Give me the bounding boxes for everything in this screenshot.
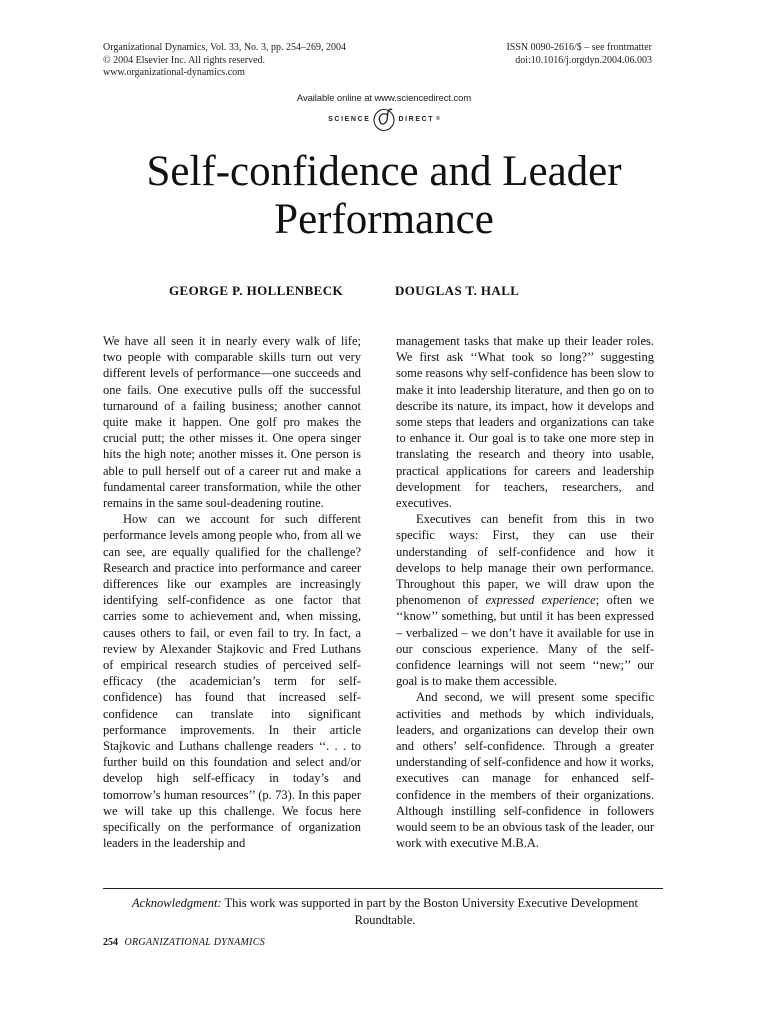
journal-name: ORGANIZATIONAL DYNAMICS bbox=[124, 937, 266, 948]
issn-line: ISSN 0090-2616/$ – see frontmatter bbox=[506, 42, 652, 53]
paragraph-text: Executives can benefit from this in two specific ways: First, they can use their understanding of self-confidence and how it develops to help manage their own performance. Throughout this paper, we will draw upon the phenomenon of bbox=[396, 512, 654, 608]
body-column-left bbox=[103, 333, 361, 852]
paragraph-text: ; often we ‘‘know’’ something, but until it has been expressed – verbalized – we don’t have it available for use in our conscious experience. Many of the self-confidence learnings will not seem ‘‘new;’’ our goal is to make them accessible. bbox=[396, 593, 654, 689]
at-swirl-icon bbox=[372, 106, 396, 132]
page-number: 254 bbox=[103, 937, 118, 948]
author-name: GEORGE P. HOLLENBECK bbox=[169, 283, 344, 298]
body-column-right bbox=[396, 333, 654, 852]
body-paragraph: management tasks that make up their leader roles. We first ask ‘‘What took so long?’’ suggesting some reasons why self-confidence has been slow to make it into leadership literature, and then go on to describe its nature, its impact, how it develops and some steps that leaders and organizations can take to enhance it. Our goal is to take one more step in translating the research and theory into usable, practical applications for careers and leadership development for teachers, researchers, and executives. bbox=[396, 334, 654, 511]
logo-science-text: SCIENCE bbox=[328, 115, 371, 123]
issn-info bbox=[506, 42, 652, 67]
title-line-1: Self-confidence and Leader bbox=[146, 148, 622, 195]
article-title bbox=[0, 148, 768, 244]
body-paragraph bbox=[396, 511, 654, 689]
acknowledgment-text: This work was supported in part by the Boston University Executive Development Roundtable. bbox=[221, 896, 638, 927]
available-online-text: Available online at www.sciencedirect.com bbox=[296, 93, 472, 104]
acknowledgment-label: Acknowledgment: bbox=[132, 896, 222, 910]
logo-direct-text: DIRECT bbox=[398, 115, 435, 123]
emphasized-term: expressed experience bbox=[485, 593, 596, 608]
body-paragraph: How can we account for such different performance levels among people who, from all we can see, are equally qualified for the challenge? Research and practice into performance and career differences like our examples are increasingly identifying self-confidence as one factor that carries some to achievement and, when missing, causes others to fail, or even fail to try. In fact, a review by Alexander Stajkovic and Fred Luthans of empirical research studies of perceived self-efficacy (the academician’s term for self-confidence) has found that increased self-confidence can translate into significant performance improvements. In their article Stajkovic and Luthans challenge readers ‘‘. . . to further build on this foundation and select and/or develop high self-efficacy in today’s and tomorrow’s human resources’’ (p. 73). In this paper we will take up this challenge. We focus here specifically on the performance of organization leaders in the leadership and bbox=[103, 512, 361, 851]
body-paragraph: We have all seen it in nearly every walk of life; two people with comparable skills turn out very different levels of performance—one succeeds and one fails. One executive pulls off the successful turnaround of a failing business; another cannot quite make it happen. One golf pro makes the crucial putt; the other misses it. One opera singer hits the high note; another misses it. One person is able to pull herself out of a career rut and make a fundamental career transformation, while the other remains in the same soul-deadening routine. bbox=[103, 334, 361, 511]
page-footer bbox=[103, 937, 265, 948]
footnote-divider bbox=[103, 888, 663, 889]
citation-line: Organizational Dynamics, Vol. 33, No. 3, pp. 254–269, 2004 bbox=[103, 42, 347, 53]
citation-info bbox=[103, 42, 346, 80]
sciencedirect-logo bbox=[0, 106, 768, 132]
title-line-2: Performance bbox=[274, 196, 494, 243]
body-paragraph: And second, we will present some specific activities and methods by which individuals, leaders, and organizations can develop their own and others’ self-confidence. Through a greater understanding of self-confidence and how it works, executives can manage for enhanced self-confidence in the members of their organizations. Although instilling self-confidence in followers would seem to be an obvious task of the leader, our work with executive M.B.A. bbox=[396, 690, 654, 851]
copyright-line: © 2004 Elsevier Inc. All rights reserved. bbox=[103, 54, 266, 66]
doi-line[interactable]: doi:10.1016/j.orgdyn.2004.06.003 bbox=[515, 54, 652, 66]
journal-url[interactable]: www.organizational-dynamics.com bbox=[103, 67, 245, 78]
logo-trademark: ® bbox=[436, 116, 440, 122]
acknowledgment-note bbox=[120, 895, 650, 928]
author-name: DOUGLAS T. HALL bbox=[395, 283, 520, 298]
